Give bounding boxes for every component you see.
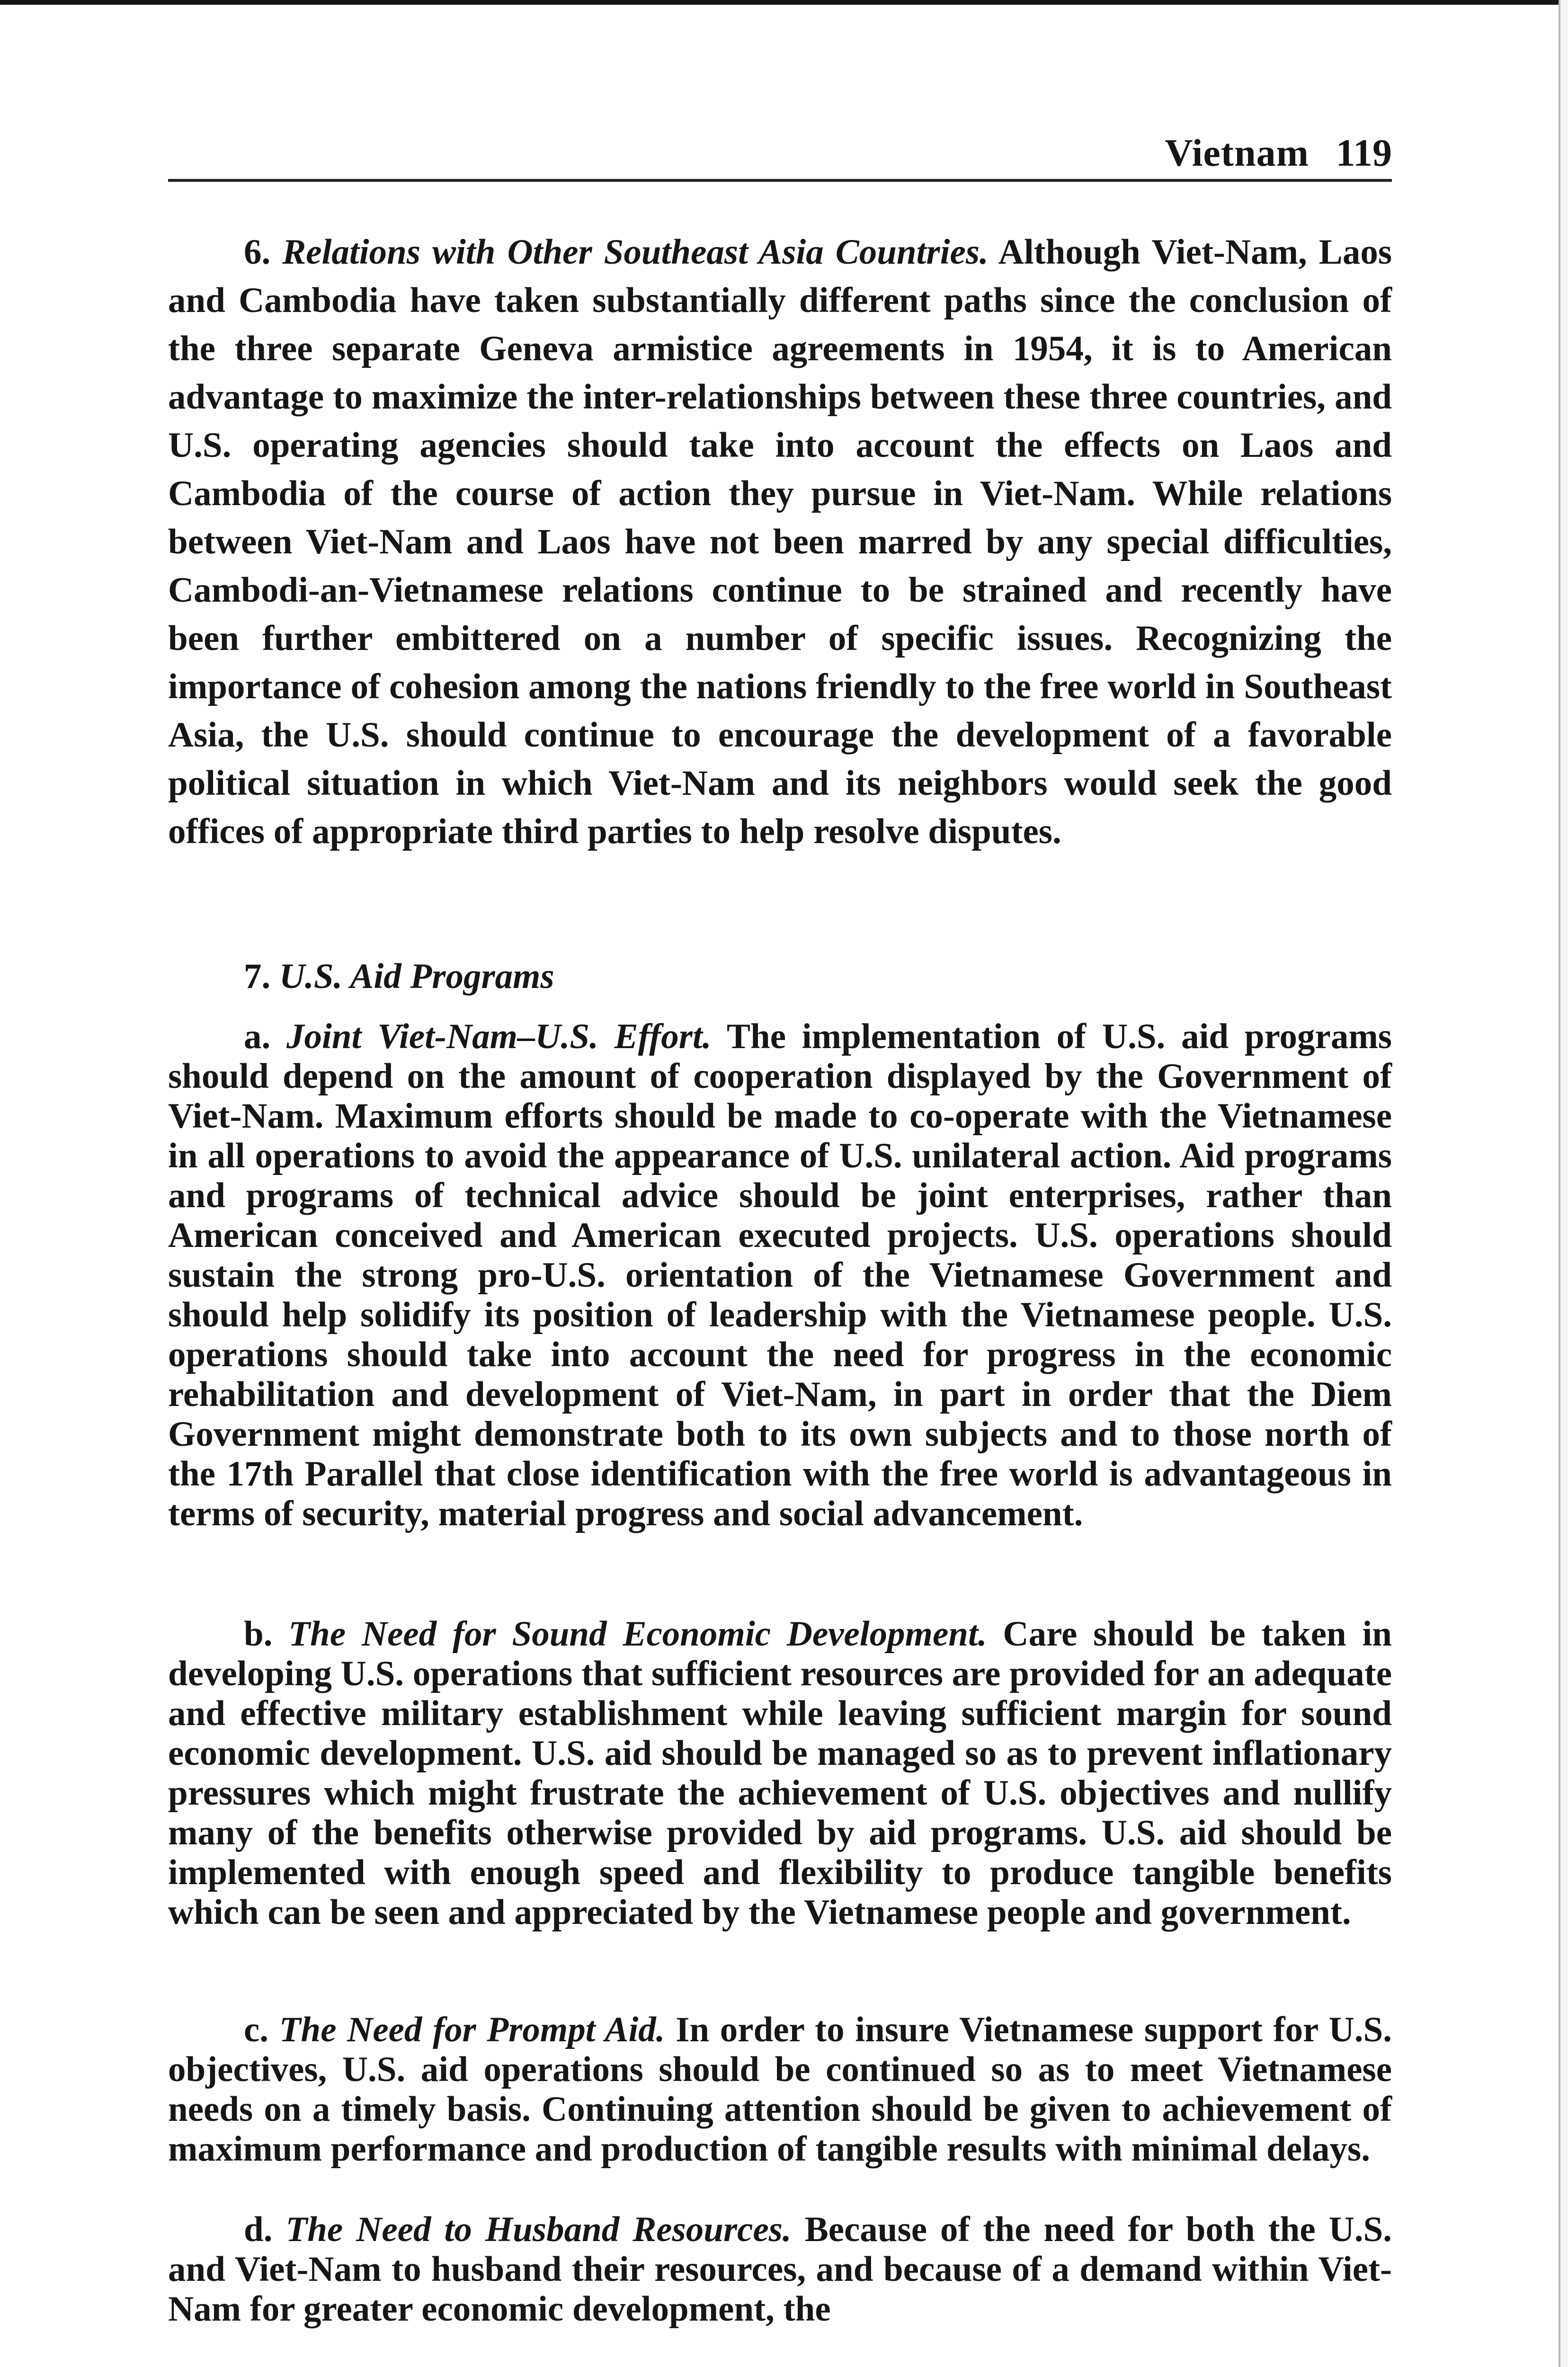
subsection-c-paragraph bbox=[168, 2010, 1392, 2169]
section-6-number: 6. bbox=[244, 232, 271, 272]
running-head bbox=[168, 127, 1392, 182]
section-7-heading-line bbox=[168, 952, 1392, 1001]
subsection-a-paragraph bbox=[168, 1017, 1392, 1534]
subsection-d-heading: The Need to Husband Resources. bbox=[285, 2210, 792, 2249]
page-number: 119 bbox=[1336, 131, 1392, 174]
running-head-title: Vietnam bbox=[1165, 131, 1309, 174]
subsection-d-letter: d. bbox=[244, 2210, 273, 2249]
scan-top-edge bbox=[0, 0, 1568, 5]
section-7-number: 7. bbox=[244, 957, 271, 996]
section-6-heading: Relations with Other Southeast Asia Countries. bbox=[282, 232, 989, 272]
subsection-b-heading: The Need for Sound Economic Development. bbox=[288, 1614, 987, 1654]
subsection-a-heading: Joint Viet-Nam–U.S. Effort. bbox=[286, 1017, 712, 1056]
subsection-a-body: The implementation of U.S. aid programs should depend on the amount of cooperation displayed by the Government of Viet-Nam. Maximum efforts should be made to co-operate with the Vietnamese in all operations to avoid the appearance of U.S. unilateral action. Aid programs and programs of technical advice should be joint enterprises, rather than American conceived and American executed projects. U.S. operations should sustain the strong pro-U.S. orientation of the Vietnamese Government and should help solidify its position of leadership with the Vietnamese people. U.S. operations should take into account the need for progress in the economic rehabilitation and development of Viet-Nam, in part in order that the Diem Government might demonstrate both to its own subjects and to those north of the 17th Parallel that close identification with the free world is advantageous in terms of security, material progress and social advancement. bbox=[168, 1017, 1392, 1533]
subsection-b-paragraph bbox=[168, 1614, 1392, 1932]
subsection-c-body: In order to insure Vietnamese support for U.S. objectives, U.S. aid operations should be continued so as to meet Vietnamese needs on a timely basis. Continuing attention should be given to achievement of maximum performance and production of tangible results with minimal delays. bbox=[168, 2010, 1392, 2169]
subsection-b-letter: b. bbox=[244, 1614, 273, 1654]
section-6-paragraph bbox=[168, 228, 1392, 856]
scan-right-edge bbox=[1559, 0, 1568, 2367]
subsection-a-letter: a. bbox=[244, 1017, 271, 1056]
section-7-heading: U.S. Aid Programs bbox=[279, 957, 554, 996]
subsection-b-body: Care should be taken in developing U.S. operations that sufficient resources are provided for an adequate and effective military establishment while leaving sufficient margin for sound economic development. U.S. aid should be managed so as to prevent inflationary pressures which might frustrate the achievement of U.S. objectives and nullify many of the benefits otherwise provided by aid programs. U.S. aid should be implemented with enough speed and flexibility to produce tangible benefits which can be seen and appreciated by the Vietnamese people and government. bbox=[168, 1614, 1392, 1932]
subsection-c-heading: The Need for Prompt Aid. bbox=[279, 2010, 665, 2049]
subsection-d-paragraph bbox=[168, 2210, 1392, 2329]
subsection-c-letter: c. bbox=[244, 2010, 269, 2049]
section-6-body: Although Viet-Nam, Laos and Cambodia have taken substantially different paths since the conclusion of the three separate Geneva armistice agreements in 1954, it is to American advantage to maximize the inter-relationships between these three countries, and U.S. operating agencies should take into account the effects on Laos and Cambodia of the course of action they pursue in Viet-Nam. While relations between Viet-Nam and Laos have not been marred by any special difficulties, Cambodi-an-Vietnamese relations continue to be strained and recently have been further embittered on a number of specific issues. Recognizing the importance of cohesion among the nations friendly to the free world in Southeast Asia, the U.S. should continue to encourage the development of a favorable political situation in which Viet-Nam and its neighbors would seek the good offices of appropriate third parties to help resolve disputes. bbox=[168, 232, 1392, 851]
subsection-d-body: Because of the need for both the U.S. and Viet-Nam to husband their resources, and because of a demand within Viet-Nam for greater economic development, the bbox=[168, 2210, 1392, 2329]
